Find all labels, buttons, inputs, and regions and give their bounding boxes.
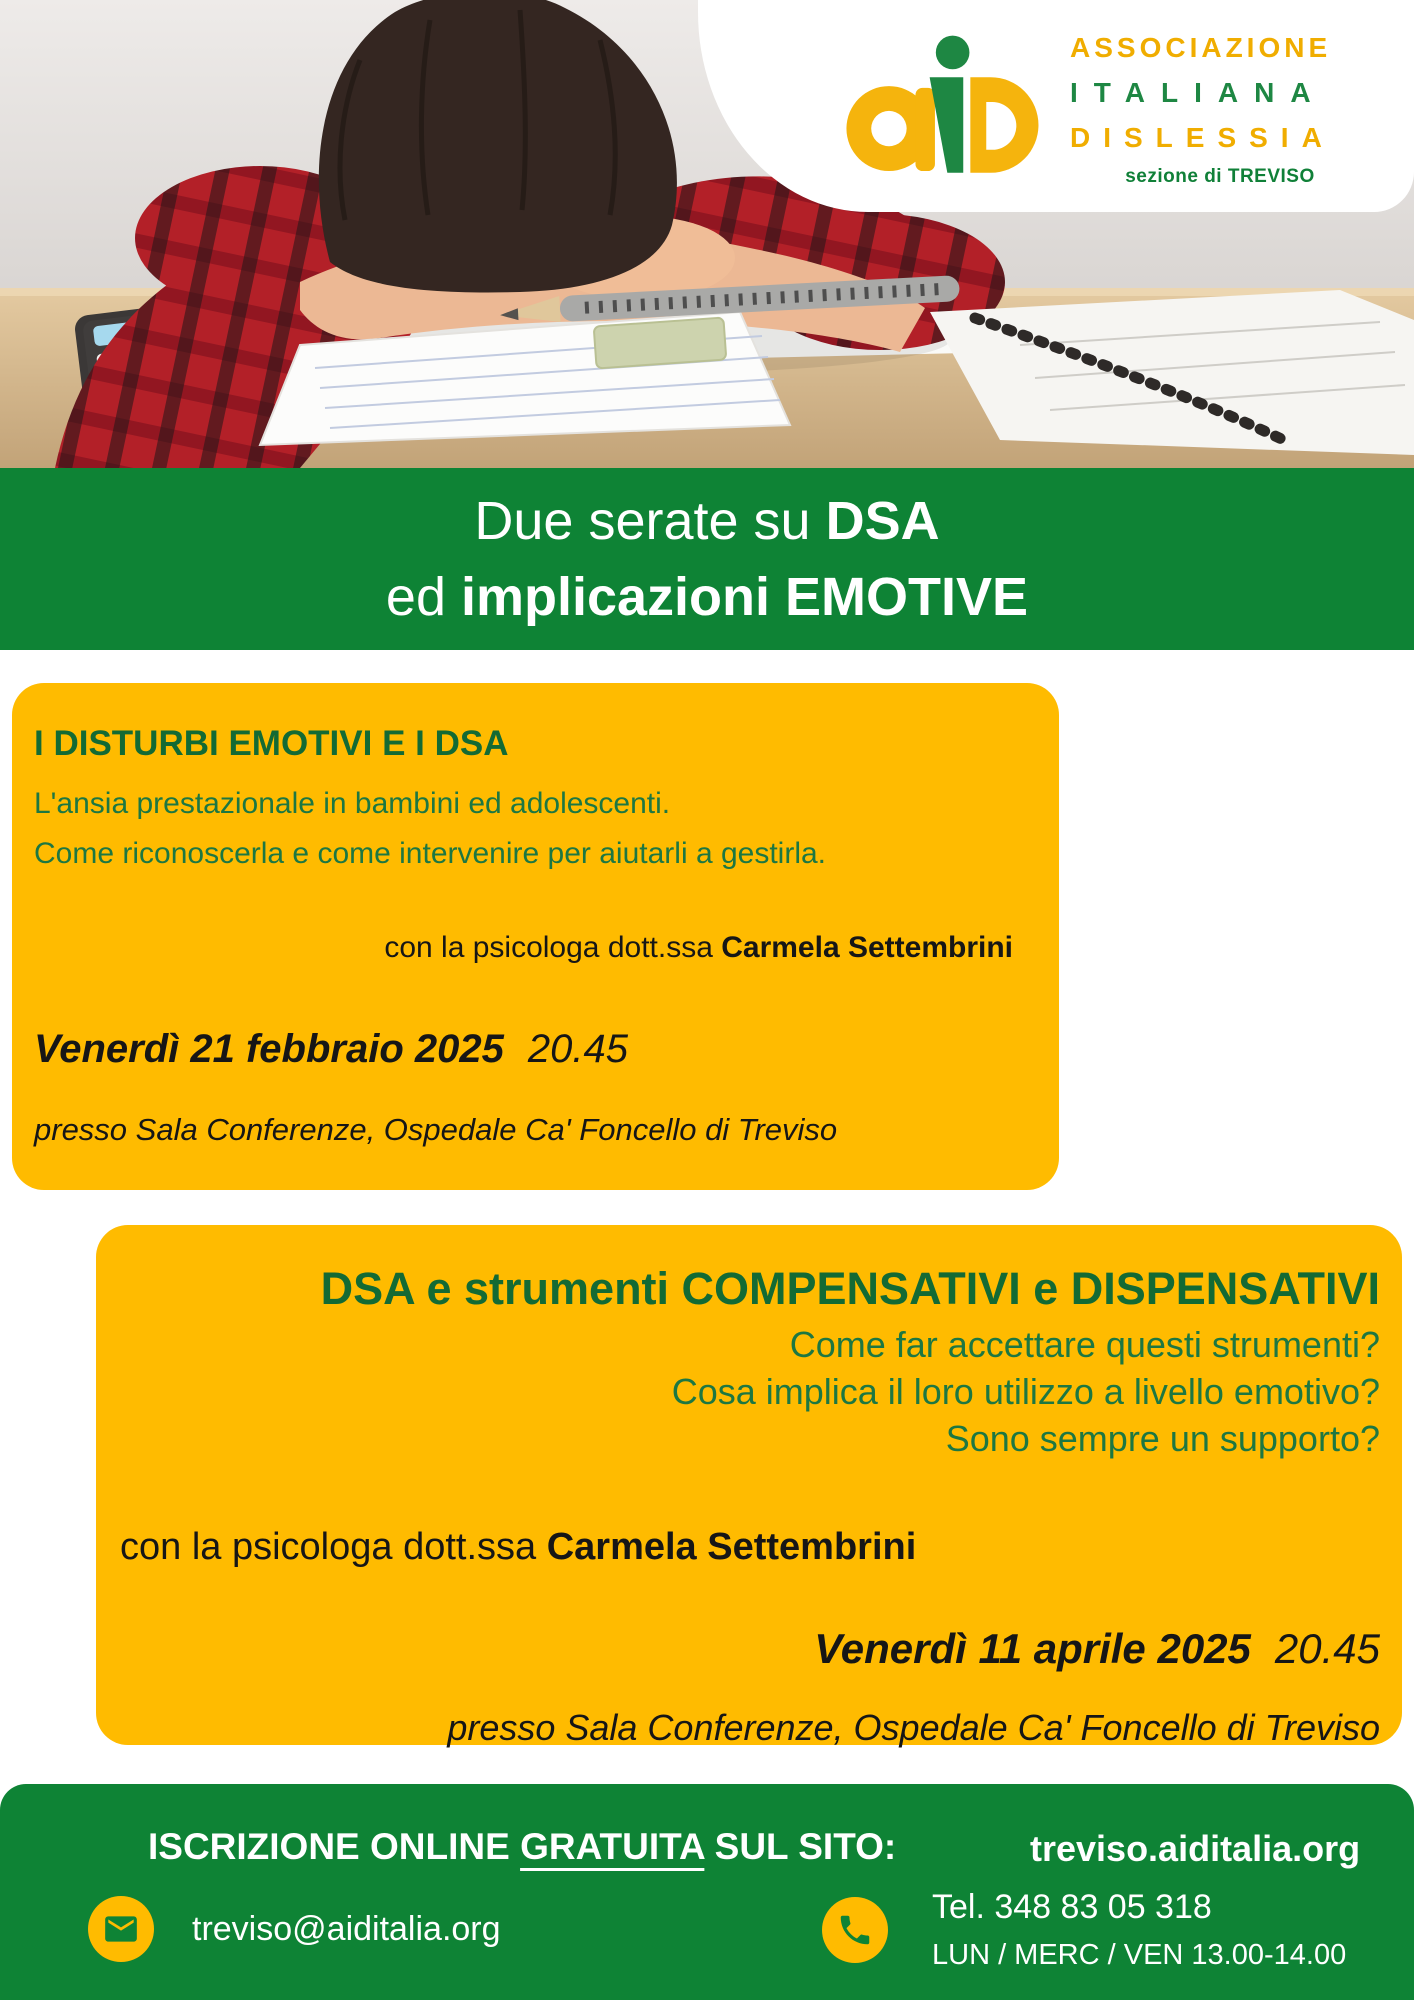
title-banner: [0, 468, 1414, 650]
phone-hours: LUN / MERC / VEN 13.00-14.00: [932, 1939, 1347, 1971]
event2-title: DSA e strumenti COMPENSATIVI e DISPENSATIVI: [320, 1263, 1380, 1314]
banner-line2-bold: implicazioni EMOTIVE: [460, 567, 1029, 627]
eraser-illustration: [594, 318, 727, 369]
banner-line-2: [386, 559, 1028, 635]
event1-date: Venerdì 21 febbraio 2025: [34, 1027, 504, 1071]
event-card-1: [12, 683, 1059, 1190]
event2-speaker-prefix: con la psicologa dott.ssa: [120, 1526, 547, 1568]
brand-section-label: sezione di TREVISO: [1125, 165, 1315, 187]
banner-line1-regular: Due serate su: [474, 491, 826, 551]
event2-question-1: Come far accettare questi strumenti?: [789, 1324, 1380, 1365]
phone-number: Tel. 348 83 05 318: [932, 1888, 1212, 1926]
event2-date-line: [120, 1625, 1380, 1673]
cta-gratuita-underlined: GRATUITA: [520, 1826, 705, 1867]
footer: [0, 1784, 1414, 2000]
event2-time: 20.45: [1274, 1625, 1380, 1672]
cta-part2: SUL SITO:: [704, 1826, 897, 1867]
registration-cta: [148, 1826, 896, 1868]
event1-date-line: [34, 1027, 1013, 1072]
event1-venue: presso Sala Conferenze, Ospedale Ca' Foncello di Treviso: [34, 1112, 838, 1147]
phone-icon-badge: [822, 1897, 888, 1963]
event2-date: Venerdì 11 aprile 2025: [814, 1625, 1251, 1672]
aid-logo-icon: [846, 33, 1046, 179]
logo-blob: [698, 0, 1414, 212]
email-icon-badge: [88, 1896, 154, 1962]
email-link[interactable]: treviso@aiditalia.org: [192, 1909, 501, 1948]
brand-line-dislessia: DISLESSIA: [1070, 121, 1335, 153]
event1-desc-line1: L'ansia prestazionale in bambini ed adolescenti.: [34, 787, 671, 820]
event1-title: I DISTURBI EMOTIVI E I DSA: [34, 724, 509, 763]
phone-contact: [822, 1888, 1346, 1972]
event2-question-2: Cosa implica il loro utilizzo a livello emotivo?: [671, 1371, 1380, 1412]
event2-speaker-name: Carmela Settembrini: [546, 1526, 917, 1568]
brand-text: [1070, 25, 1370, 188]
banner-line2-regular: ed: [385, 567, 461, 627]
event-card-2: [96, 1225, 1402, 1748]
brand-line-italiana: ITALIANA: [1070, 76, 1327, 108]
website-link[interactable]: treviso.aiditalia.org: [1030, 1828, 1361, 1869]
brand-line-associazione: ASSOCIAZIONE: [1070, 31, 1332, 63]
banner-line1-bold: DSA: [825, 491, 940, 551]
phone-icon: [836, 1911, 874, 1949]
event1-speaker: [34, 931, 1013, 965]
event1-speaker-prefix: con la psicologa dott.ssa: [384, 931, 722, 964]
email-contact: [88, 1896, 501, 1962]
cta-part1: ISCRIZIONE ONLINE: [148, 1826, 521, 1867]
envelope-icon: [102, 1910, 140, 1948]
event2-venue: presso Sala Conferenze, Ospedale Ca' Foncello di Treviso: [447, 1707, 1380, 1748]
event1-desc-line2: Come riconoscerla e come intervenire per aiutarli a gestirla.: [34, 837, 827, 870]
event1-time: 20.45: [527, 1027, 628, 1071]
spiral-notebook-illustration: [930, 290, 1414, 455]
event2-speaker: [120, 1526, 1380, 1569]
phone-lines: [932, 1888, 1346, 1972]
event2-question-3: Sono sempre un supporto?: [945, 1418, 1380, 1459]
event2-questions: [120, 1321, 1380, 1462]
banner-line-1: [474, 483, 939, 559]
event1-description: [34, 779, 1013, 879]
event1-speaker-name: Carmela Settembrini: [721, 931, 1013, 964]
